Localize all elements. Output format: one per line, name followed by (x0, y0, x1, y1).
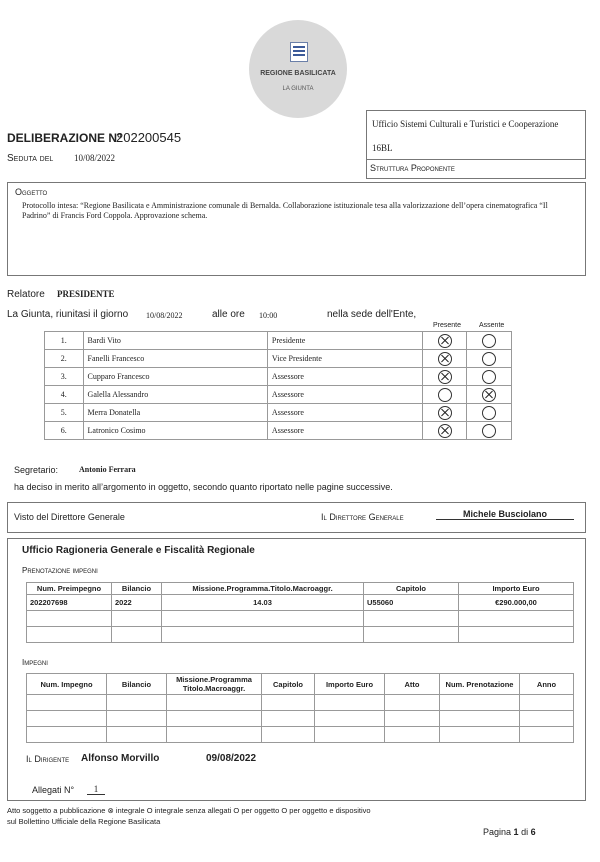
impegni-header: Importo Euro (315, 674, 385, 695)
relatore-value: PRESIDENTE (57, 289, 115, 299)
assente-cell (467, 422, 512, 440)
presente-cell (422, 368, 467, 386)
assente-cell (467, 350, 512, 368)
dirigente-date: 09/08/2022 (206, 753, 257, 764)
table-row (27, 711, 574, 727)
member-role: Assessore (267, 386, 422, 404)
delibera-number: 202200545 (116, 130, 182, 145)
table-row (45, 422, 512, 440)
pren-cell: 2022 (112, 595, 162, 611)
allegati-value: 1 (87, 784, 105, 795)
member-number: 6. (45, 422, 84, 440)
oggetto-text: Protocollo intesa: “Regione Basilicata e Amministrazione comunale di Bernalda. Collaborazione istituzionale tesa alla valorizzazione dell’opera cinematografica “Il Padrino” di Francis Ford Coppola. Approvazione schema. (22, 201, 548, 220)
prenotazione-label: Prenotazione impegni (22, 566, 98, 575)
member-name: Cupparo Francesco (83, 368, 267, 386)
assente-radio-icon (482, 352, 496, 366)
table-row (45, 368, 512, 386)
presente-cell (422, 422, 467, 440)
ufficio-name: Ufficio Sistemi Culturali e Turistici e Cooperazione (372, 119, 559, 129)
table-row (27, 595, 574, 611)
struttura-box (366, 110, 586, 179)
seduta-label: Seduta del (7, 153, 54, 164)
table-row (45, 332, 512, 350)
table-row (45, 350, 512, 368)
presente-radio-icon (438, 406, 452, 420)
dg-label: Il Direttore Generale (321, 512, 404, 522)
segretario-name: Antonio Ferrara (79, 465, 136, 474)
member-name: Galella Alessandro (83, 386, 267, 404)
impegni-header: Capitolo (262, 674, 315, 695)
pagina-label: Pagina (483, 827, 512, 837)
assente-radio-icon (482, 388, 496, 402)
deciso-text: ha deciso in merito all’argomento in oggetto, secondo quanto riportato nelle pagine successive. (14, 482, 393, 492)
table-row (27, 695, 574, 711)
member-number: 3. (45, 368, 84, 386)
member-role: Presidente (267, 332, 422, 350)
member-role: Vice Presidente (267, 350, 422, 368)
presente-radio-icon (438, 388, 452, 402)
member-number: 1. (45, 332, 84, 350)
pren-cell: 14.03 (162, 595, 364, 611)
pren-cell: U55060 (364, 595, 459, 611)
assente-cell (467, 368, 512, 386)
table-row (45, 404, 512, 422)
assente-radio-icon (482, 406, 496, 420)
pren-header: Missione.Programma.Titolo.Macroaggr. (162, 583, 364, 595)
assente-radio-icon (482, 370, 496, 384)
pren-cell: €290.000,00 (459, 595, 574, 611)
allegati-label: Allegati N° (32, 785, 75, 795)
presente-cell (422, 386, 467, 404)
member-name: Fanelli Francesco (83, 350, 267, 368)
impegni-label: Impegni (22, 658, 48, 667)
page-indicator (483, 827, 536, 837)
ragioneria-box (7, 538, 586, 801)
assente-cell (467, 332, 512, 350)
seduta-date: 10/08/2022 (74, 153, 116, 163)
member-role: Assessore (267, 368, 422, 386)
giunta-time: 10:00 (259, 311, 278, 320)
impegni-header: Atto (385, 674, 440, 695)
page-total: 6 (530, 827, 536, 837)
delibera-label: DELIBERAZIONE N° (7, 131, 122, 145)
member-number: 2. (45, 350, 84, 368)
impegni-table (26, 673, 574, 743)
presente-radio-icon (438, 352, 452, 366)
table-row (27, 627, 574, 643)
ore-label: alle ore (212, 309, 245, 320)
impegni-header: Anno (520, 674, 574, 695)
assente-cell (467, 386, 512, 404)
impegni-header: Missione.Programma Titolo.Macroaggr. (167, 674, 262, 695)
presente-cell (422, 404, 467, 422)
table-row (27, 611, 574, 627)
dg-name: Michele Busciolano (436, 509, 574, 520)
ufficio-code: 16BL (372, 143, 393, 153)
assente-header: Assente (479, 322, 505, 329)
pren-header: Num. Preimpegno (27, 583, 112, 595)
impegni-header: Num. Prenotazione (440, 674, 520, 695)
page-number: 1 (513, 827, 519, 837)
members-table (44, 331, 512, 440)
pren-header: Importo Euro (459, 583, 574, 595)
giunta-prefix: La Giunta, riunitasi il giorno (7, 309, 129, 320)
member-name: Latronico Cosimo (83, 422, 267, 440)
relatore-label: Relatore (7, 289, 45, 300)
table-row (27, 727, 574, 743)
oggetto-box (7, 182, 586, 276)
pren-cell: 202207698 (27, 595, 112, 611)
logo-line2: LA GIUNTA (282, 86, 314, 92)
giunta-date: 10/08/2022 (146, 311, 183, 320)
impegni-header: Bilancio (107, 674, 167, 695)
pren-header: Bilancio (112, 583, 162, 595)
member-name: Bardi Vito (83, 332, 267, 350)
regione-shield-icon (290, 42, 308, 62)
presente-cell (422, 350, 467, 368)
impegni-header: Num. Impegno (27, 674, 107, 695)
member-role: Assessore (267, 422, 422, 440)
member-role: Assessore (267, 404, 422, 422)
assente-cell (467, 404, 512, 422)
dirigente-label: Il Dirigente (26, 754, 70, 764)
pubblicazione-text: Atto soggetto a pubblicazione ⊗ integrale O integrale senza allegati O per oggetto O per oggetto e dispositivo (7, 806, 371, 815)
assente-radio-icon (482, 334, 496, 348)
table-row (45, 386, 512, 404)
presente-radio-icon (438, 370, 452, 384)
prenotazione-table (26, 582, 574, 643)
giunta-suffix: nella sede dell'Ente, (327, 309, 417, 320)
visto-box (7, 502, 586, 533)
bollettino-text: sul Bollettino Ufficiale della Regione Basilicata (7, 817, 161, 826)
member-name: Merra Donatella (83, 404, 267, 422)
assente-radio-icon (482, 424, 496, 438)
presente-radio-icon (438, 424, 452, 438)
pren-header: Capitolo (364, 583, 459, 595)
member-number: 4. (45, 386, 84, 404)
presente-header: Presente (433, 322, 462, 329)
member-number: 5. (45, 404, 84, 422)
struttura-label: Struttura Proponente (370, 163, 455, 173)
logo-line1: REGIONE BASILICATA (260, 70, 336, 77)
page-of-label: di (521, 827, 529, 837)
regione-logo (249, 20, 347, 118)
ragioneria-title: Ufficio Ragioneria Generale e Fiscalità Regionale (22, 545, 255, 556)
segretario-label: Segretario: (14, 465, 59, 475)
oggetto-label: Oggetto (15, 187, 48, 197)
visto-label: Visto del Direttore Generale (14, 512, 125, 522)
presente-radio-icon (438, 334, 452, 348)
dirigente-name: Alfonso Morvillo (81, 753, 160, 764)
presente-cell (422, 332, 467, 350)
